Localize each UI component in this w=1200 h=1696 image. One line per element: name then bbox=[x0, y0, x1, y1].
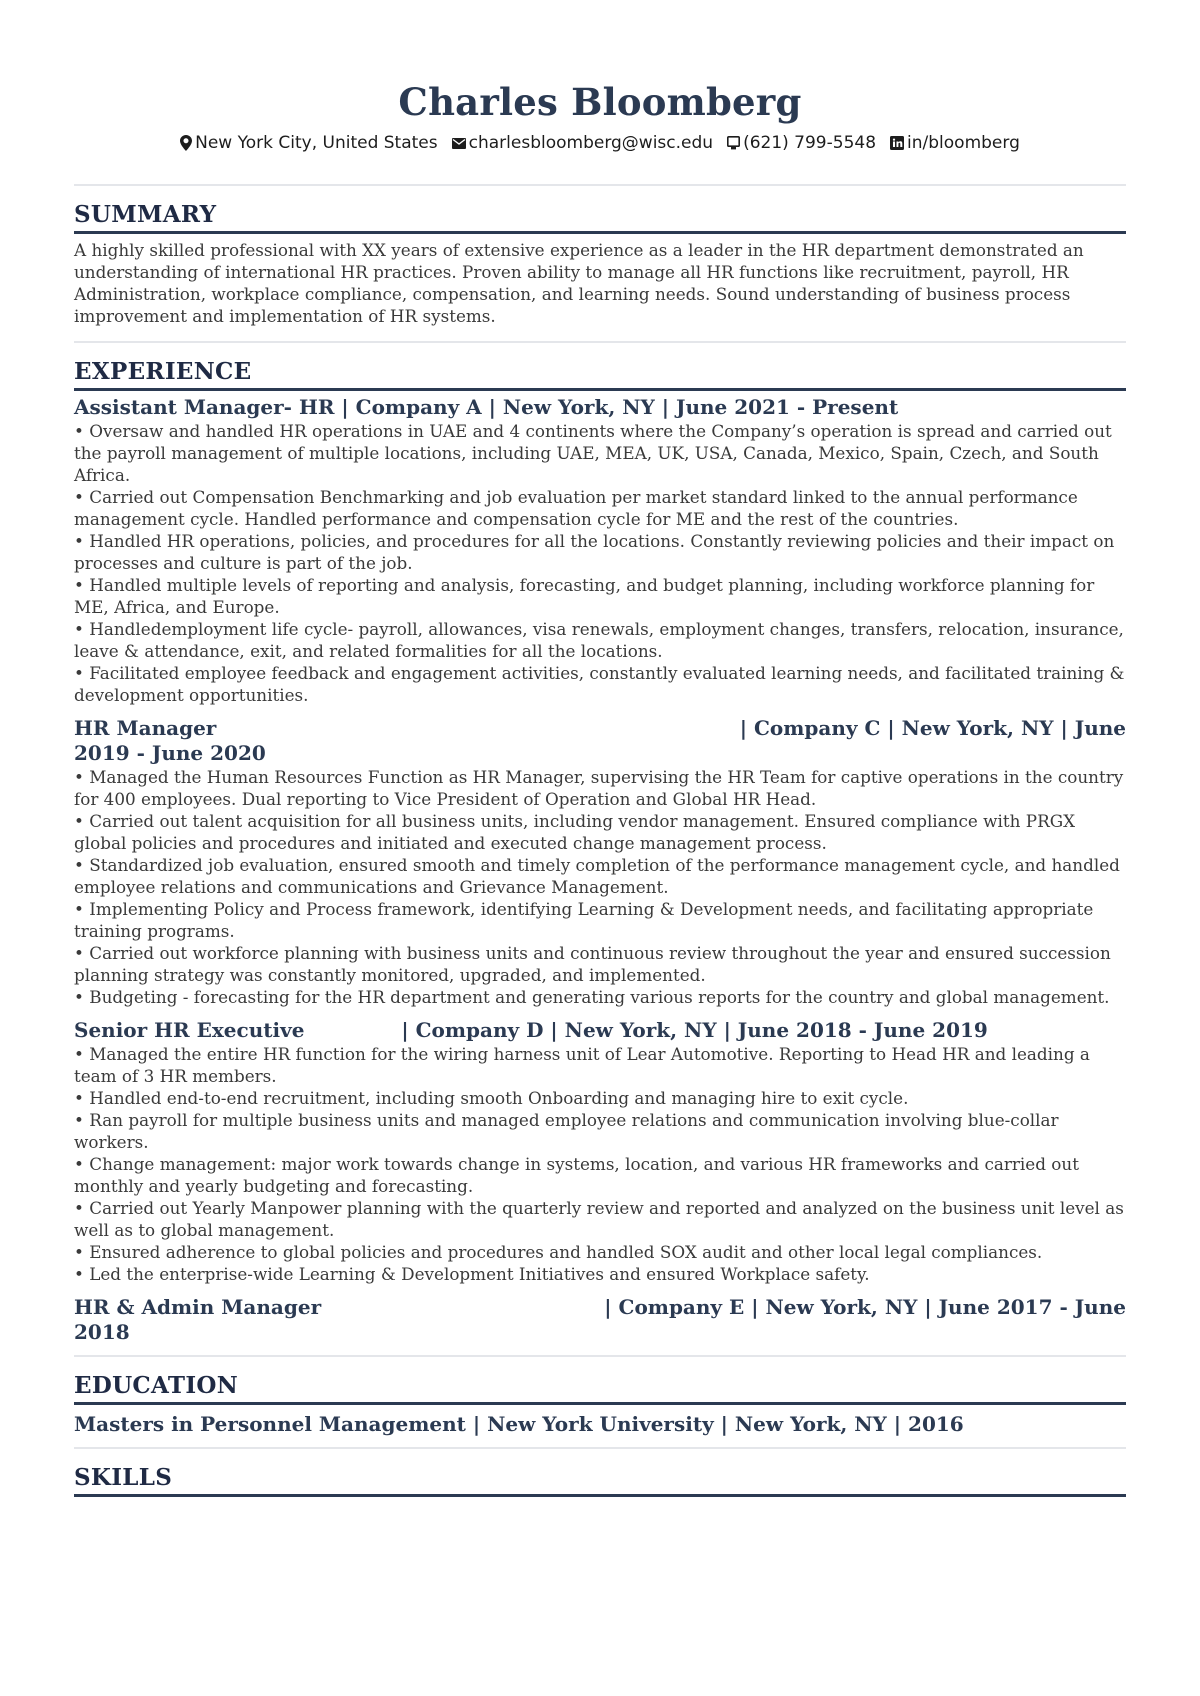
list-item: • Carried out workforce planning with business units and continuous review throughout the year and ensured succession planning strategy was constantly monitored, upgraded, and implemented. bbox=[74, 942, 1126, 986]
section-rule bbox=[74, 388, 1126, 391]
job-entry bbox=[74, 395, 1126, 706]
job-meta: | Company C | New York, NY | June bbox=[739, 716, 1126, 740]
education-heading: EDUCATION bbox=[74, 1372, 239, 1399]
summary-heading: SUMMARY bbox=[74, 201, 217, 228]
email-text[interactable]: charlesbloomberg@wisc.edu bbox=[468, 133, 714, 153]
location-text: New York City, United States bbox=[195, 133, 438, 153]
list-item: • Oversaw and handled HR operations in UAE and 4 continents where the Company’s operation is spread and carried out the payroll management of multiple locations, including UAE, MEA, UK, USA, Canada, Mexico, Spain, Czech, and South Africa. bbox=[74, 420, 1126, 486]
phone-icon bbox=[727, 136, 740, 150]
job-meta: | Company D | New York, NY | June 2018 - June 2019 bbox=[401, 1018, 988, 1042]
linkedin-icon bbox=[890, 136, 904, 150]
map-pin-icon bbox=[180, 135, 192, 151]
job-bullets bbox=[74, 420, 1126, 706]
section-rule bbox=[74, 231, 1126, 234]
list-item: • Managed the entire HR function for the wiring harness unit of Lear Automotive. Reporting to Head HR and leading a team of 3 HR members. bbox=[74, 1043, 1126, 1087]
divider bbox=[74, 184, 1126, 186]
job-header bbox=[74, 716, 1126, 741]
list-item: • Led the enterprise-wide Learning & Development Initiatives and ensured Workplace safety. bbox=[74, 1263, 1126, 1285]
contact-linkedin[interactable] bbox=[890, 132, 1020, 154]
experience-heading: EXPERIENCE bbox=[74, 358, 252, 385]
job-title: Senior HR Executive bbox=[74, 1018, 305, 1042]
list-item: • Budgeting - forecasting for the HR department and generating various reports for the country and global management. bbox=[74, 986, 1126, 1008]
job-header bbox=[74, 1018, 1126, 1043]
list-item: • Handled multiple levels of reporting and analysis, forecasting, and budget planning, including workforce planning for ME, Africa, and Europe. bbox=[74, 574, 1126, 618]
list-item: • Ran payroll for multiple business units and managed employee relations and communication involving blue-collar workers. bbox=[74, 1109, 1126, 1153]
skills-heading: SKILLS bbox=[74, 1464, 173, 1491]
contact-email[interactable] bbox=[452, 132, 713, 154]
list-item: • Handled HR operations, policies, and procedures for all the locations. Constantly reviewing policies and their impact on processes and culture is part of the job. bbox=[74, 530, 1126, 574]
summary-text: A highly skilled professional with XX years of extensive experience as a leader in the HR department demonstrated an understanding of international HR practices. Proven ability to manage all HR functions like recruitment, payroll, HR Administration, workplace compliance, compensation, and learning needs. Sound understanding of business process improvement and implementation of HR systems. bbox=[74, 240, 1084, 326]
contact-location bbox=[180, 132, 438, 154]
job-bullets bbox=[74, 1043, 1126, 1285]
contact-phone bbox=[727, 132, 876, 154]
list-item: • Standardized job evaluation, ensured smooth and timely completion of the performance management cycle, and handled employee relations and communications and Grievance Management. bbox=[74, 854, 1126, 898]
job-title: Assistant Manager- HR | Company A | New York, NY | June 2021 - Present bbox=[74, 395, 899, 419]
job-header bbox=[74, 1295, 1126, 1320]
job-entry bbox=[74, 716, 1126, 1008]
divider bbox=[74, 341, 1126, 343]
list-item: • Ensured adherence to global policies and procedures and handled SOX audit and other local legal compliances. bbox=[74, 1241, 1126, 1263]
linkedin-text[interactable]: in/bloomberg bbox=[907, 133, 1020, 153]
job-bullets bbox=[74, 766, 1126, 1008]
list-item: • Managed the Human Resources Function as HR Manager, supervising the HR Team for captive operations in the country for 400 employees. Dual reporting to Vice President of Operation and Global HR Head. bbox=[74, 766, 1126, 810]
list-item: • Handledemployment life cycle- payroll, allowances, visa renewals, employment changes, transfers, relocation, insurance, leave & attendance, exit, and related formalities for all the locations. bbox=[74, 618, 1126, 662]
job-title: HR Manager bbox=[74, 716, 217, 740]
education-entry: Masters in Personnel Management | New York University | New York, NY | 2016 bbox=[74, 1412, 964, 1436]
job-title: HR & Admin Manager bbox=[74, 1295, 322, 1319]
divider bbox=[74, 1447, 1126, 1449]
job-header bbox=[74, 395, 1126, 420]
candidate-name: Charles Bloomberg bbox=[398, 80, 802, 124]
contact-bar bbox=[74, 132, 1126, 154]
job-entry bbox=[74, 1018, 1126, 1285]
list-item: • Carried out Compensation Benchmarking and job evaluation per market standard linked to the annual performance management cycle. Handled performance and compensation cycle for ME and the rest of the countries. bbox=[74, 486, 1126, 530]
list-item: • Handled end-to-end recruitment, including smooth Onboarding and managing hire to exit cycle. bbox=[74, 1087, 1126, 1109]
job-entry bbox=[74, 1295, 1126, 1345]
list-item: • Implementing Policy and Process framework, identifying Learning & Development needs, and facilitating appropriate training programs. bbox=[74, 898, 1126, 942]
job-meta-continued: 2019 - June 2020 bbox=[74, 741, 266, 765]
divider bbox=[74, 1355, 1126, 1357]
list-item: • Facilitated employee feedback and engagement activities, constantly evaluated learning needs, and facilitated training & development opportunities. bbox=[74, 662, 1126, 706]
job-meta: | Company E | New York, NY | June 2017 - June bbox=[604, 1295, 1126, 1319]
envelope-icon bbox=[452, 138, 466, 149]
list-item: • Carried out talent acquisition for all business units, including vendor management. Ensured compliance with PRGX global policies and procedures and initiated and executed change management process. bbox=[74, 810, 1126, 854]
section-rule bbox=[74, 1402, 1126, 1405]
section-rule bbox=[74, 1494, 1126, 1497]
job-meta-continued: 2018 bbox=[74, 1320, 130, 1344]
phone-text: (621) 799-5548 bbox=[743, 133, 877, 153]
list-item: • Change management: major work towards change in systems, location, and various HR frameworks and carried out monthly and yearly budgeting and forecasting. bbox=[74, 1153, 1126, 1197]
list-item: • Carried out Yearly Manpower planning with the quarterly review and reported and analyzed on the business unit level as well as to global management. bbox=[74, 1197, 1126, 1241]
